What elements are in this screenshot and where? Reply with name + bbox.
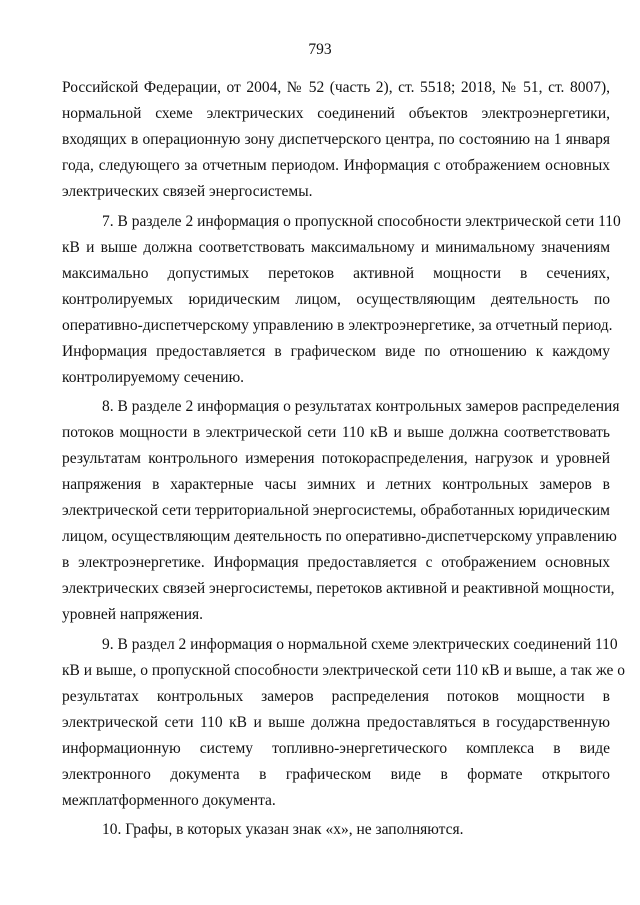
text-line: кВ и выше должна соответствовать максимальному и минимальному значениям bbox=[62, 238, 610, 256]
text-line: 10. Графы, в которых указан знак «х», не заполняются. bbox=[102, 821, 464, 838]
text-line: контролируемому сечению. bbox=[62, 368, 245, 386]
text-line: входящих в операционную зону диспетчерского центра, по состоянию на 1 января bbox=[62, 131, 610, 148]
text-line: 7. В разделе 2 информация о пропускной способности электрической сети 110 bbox=[102, 212, 621, 230]
text-line: электрической сети территориальной энергосистемы, обработанных юридическим bbox=[62, 502, 610, 519]
text-line: результатах контрольных замеров распределения потоков мощности в bbox=[62, 687, 610, 705]
text-line: 8. В разделе 2 информация о результатах контрольных замеров распределения bbox=[102, 398, 620, 415]
document-body bbox=[62, 75, 625, 847]
paragraph-item-7 bbox=[62, 209, 621, 391]
text-line: электрических связей энергосистемы. bbox=[62, 183, 313, 200]
text-line: электронного документа в графическом виде в формате открытого bbox=[62, 765, 610, 783]
text-line: электрической сети 110 кВ и выше должна предоставляться в государственную bbox=[62, 713, 610, 731]
paragraph-item-9 bbox=[62, 632, 625, 814]
text-line: контролируемых юридическим лицом, осуществляющим деятельность по bbox=[62, 290, 610, 308]
text-line: года, следующего за отчетным периодом. Информация с отображением основных bbox=[62, 157, 610, 174]
text-line: кВ и выше, о пропускной способности электрической сети 110 кВ и выше, а так же о bbox=[62, 661, 625, 679]
text-line: потоков мощности в электрической сети 110 кВ и выше должна соответствовать bbox=[62, 424, 610, 441]
paragraph-item-10 bbox=[62, 817, 610, 843]
text-line: Информация предоставляется в графическом виде по отношению к каждому bbox=[62, 342, 610, 360]
text-line: лицом, осуществляющим деятельность по оперативно-диспетчерскому управлению bbox=[62, 528, 617, 545]
text-line: максимально допустимых перетоков активной мощности в сечениях, bbox=[62, 264, 610, 282]
text-line: результатам контрольного измерения потокораспределения, нагрузок и уровней bbox=[62, 450, 610, 467]
paragraph-continuation bbox=[62, 75, 610, 205]
text-line: оперативно-диспетчерскому управлению в электроэнергетике, за отчетный период. bbox=[62, 316, 613, 334]
text-line: нормальной схеме электрических соединений объектов электроэнергетики, bbox=[62, 105, 610, 122]
text-line: электрических связей энергосистемы, перетоков активной и реактивной мощности, bbox=[62, 580, 615, 597]
text-line: в электроэнергетике. Информация предоставляется с отображением основных bbox=[62, 554, 610, 571]
page-number: 793 bbox=[308, 41, 332, 58]
paragraph-item-8 bbox=[62, 394, 620, 628]
text-line: уровней напряжения. bbox=[62, 606, 204, 623]
text-line: межплатформенного документа. bbox=[62, 791, 276, 809]
text-line: Российской Федерации, от 2004, № 52 (часть 2), ст. 5518; 2018, № 51, ст. 8007), bbox=[62, 79, 610, 96]
text-line: 9. В раздел 2 информация о нормальной схеме электрических соединений 110 bbox=[102, 635, 618, 653]
text-line: информационную систему топливно-энергетического комплекса в виде bbox=[62, 739, 610, 757]
text-line: напряжения в характерные часы зимних и летних контрольных замеров в bbox=[62, 476, 610, 493]
